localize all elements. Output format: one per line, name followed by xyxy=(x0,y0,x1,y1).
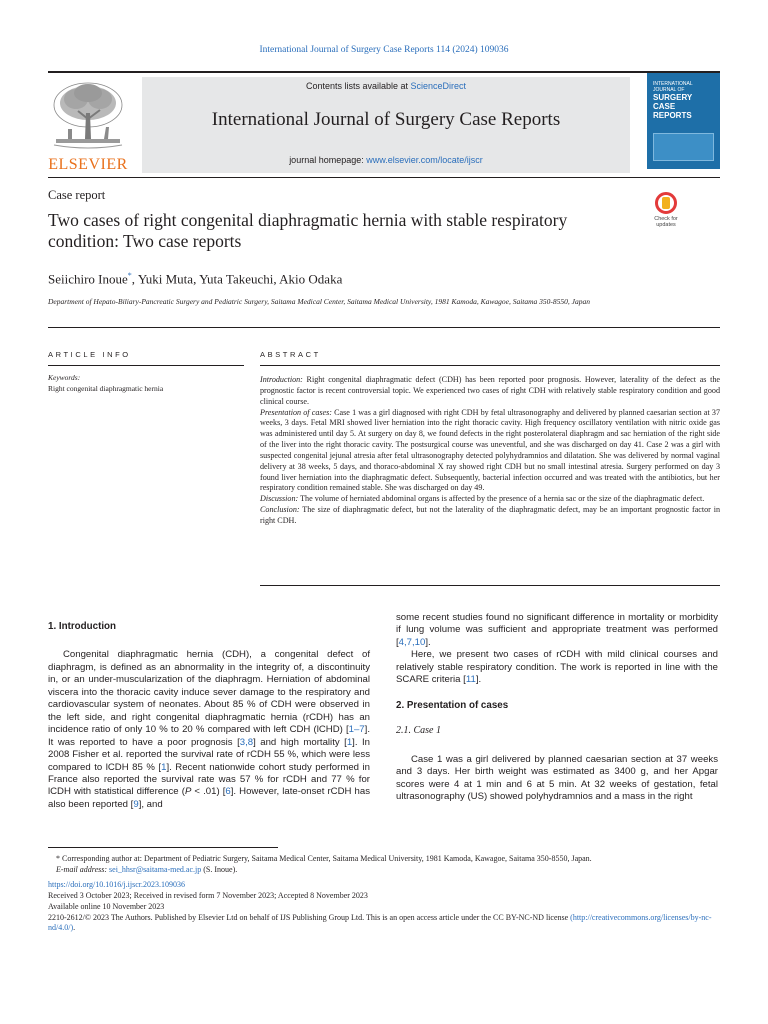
article-info-heading: ARTICLE INFO xyxy=(48,350,131,359)
email-link[interactable]: sei_hhsr@saitama-med.ac.jp xyxy=(109,864,202,874)
contents-prefix: Contents lists available at xyxy=(305,81,411,91)
abstract-discussion xyxy=(260,494,720,505)
ref-link-11[interactable]: 11 xyxy=(465,674,476,686)
abstract-body xyxy=(260,375,720,527)
publisher-wordmark: ELSEVIER xyxy=(48,156,128,173)
check-updates-label: Check for updates xyxy=(654,216,678,228)
info-rule xyxy=(48,365,244,366)
license-text xyxy=(48,913,720,934)
cover-line-3: CASE xyxy=(653,102,676,111)
abstract-introduction xyxy=(260,375,720,408)
cases-heading: 2. Presentation of cases xyxy=(396,699,509,711)
abstract-conclusion-label: Conclusion: xyxy=(260,505,300,515)
corresponding-footnote: * Corresponding author at: Department of Pediatric Surgery, Saitama Medical Center, Saitama Medical University, 1981 Kamoda, Kawagoe, Saitama 350-8550, Japan. xyxy=(56,854,592,863)
license-end: . xyxy=(73,923,76,933)
masthead-bottom-rule xyxy=(48,177,720,178)
corresponding-author-mark[interactable]: * xyxy=(127,271,132,280)
homepage-link[interactable]: www.elsevier.com/locate/ijscr xyxy=(366,155,483,165)
ref-link-3-8[interactable]: 3,8 xyxy=(239,736,254,748)
cover-text xyxy=(653,81,714,120)
case1-heading: 2.1. Case 1 xyxy=(396,725,441,737)
abstract-bottom-rule xyxy=(260,585,720,586)
cover-line-4: REPORTS xyxy=(653,111,692,120)
author-others: , Yuki Muta, Yuta Takeuchi, Akio Odaka xyxy=(131,271,343,287)
introduction-paragraph xyxy=(48,649,370,811)
keywords-block xyxy=(48,373,244,394)
abstract-intro-text: Right congenital diaphragmatic defect (CDH) has been reported poor prognosis. However, laterality of the defect as the prognostic factor is recent controversial topic. We experienced two cases of right CDH with relatively stable respiratory condition and good clinical course. xyxy=(260,375,720,406)
elsevier-tree-icon xyxy=(48,77,128,155)
author-list xyxy=(48,271,342,287)
intro-text-8: ], and xyxy=(138,798,163,810)
right-text-2: ]. xyxy=(425,636,431,648)
email-label: E-mail address: xyxy=(56,864,108,874)
abstract-discussion-label: Discussion: xyxy=(260,494,299,504)
ref-link-1-7[interactable]: 1–7 xyxy=(348,724,365,736)
intro-text-5: ]. Recent nationwide cohort study performed in France also reported the survival rate was 57 % for rCDH and 77 % for lCDH with statistical difference ( xyxy=(48,761,370,798)
case1-paragraph: Case 1 was a girl delivered by planned caesarian section at 37 weeks and 3 days. Her birth weight was estimated as 3400 g, and her Apgar scores were 4 at 1 min and 6 at 5 min. At 32 weeks of gestation, fetal ultrasonography (US) showed polyhydramnios and a mass in the right xyxy=(396,753,718,802)
intro-text-4: ]. In 2008 Fisher et al. reported the survival rate of rCDH 55 %, which were less compared to lCDH 85 % [ xyxy=(48,736,371,773)
article-title: Two cases of right congenital diaphragmatic hernia with stable respiratory condition: Two case reports xyxy=(48,210,568,251)
scare-paragraph xyxy=(396,649,718,686)
divider-rule xyxy=(48,327,720,328)
author-inoue[interactable]: Seiichiro Inoue xyxy=(48,271,128,287)
ref-link-6[interactable]: 6 xyxy=(225,786,231,798)
abstract-heading: ABSTRACT xyxy=(260,350,321,359)
masthead xyxy=(48,71,720,174)
p-value-symbol: P xyxy=(184,786,192,798)
right-text-3: Here, we present two cases of rCDH with mild clinical courses and relatively stable respiratory condition. The work is reported in line with the SCARE criteria [ xyxy=(396,649,718,686)
check-updates-icon xyxy=(655,192,677,214)
received-dates: Received 3 October 2023; Received in revised form 7 November 2023; Accepted 8 November 2023 xyxy=(48,891,368,901)
body-column-left xyxy=(48,621,370,811)
email-suffix: (S. Inoue). xyxy=(201,864,238,874)
abstract-presentation xyxy=(260,408,720,495)
abstract-cases-label: Presentation of cases: xyxy=(260,407,332,417)
article-type: Case report xyxy=(48,188,106,202)
homepage-prefix: journal homepage: xyxy=(289,155,367,165)
abstract-cases-text: Case 1 was a girl diagnosed with right CDH by fetal ultrasonography and delivered by planned caesarian section at 37 weeks, 3 days. Fetal MRI showed liver herniation into the right thoracic cavity. High frequency oscillatory ventilation with nitric oxide gas was administered until day 5. At surgery on day 8, we found defects in the right posterolateral diaphragm and sac herniation of the right side of the liver into the right thoracic cavity. The postsurgical course was uneventful, and she was discharged on day 41. Case 2 was a girl with suspected congenital jejunal atresia after fetal ultrasonography detected polyhydramnios and dilatation. She was delivered by normal vaginal delivery at 38 weeks, 5 days, and thoraco-abdominal X ray showed right CDH but no small intestinal atresia. Surgery performed on day 3 found liver herniation into the diaphragmatic defect. Subsequently, bacterial infection occurred and was treated with the antibiotics, but her respiratory condition remained stable. She was discharged on day 49. xyxy=(260,407,721,493)
intro-text-6: < .01) [ xyxy=(191,786,226,798)
abstract-conclusion-text: The size of diaphragmatic defect, but not the laterality of the diaphragmatic defect, may be an important prognostic factor in right CDH. xyxy=(260,505,720,525)
right-text-4: ]. xyxy=(475,674,482,686)
ref-link-1[interactable]: 1 xyxy=(346,736,353,748)
journal-title: International Journal of Surgery Case Reports xyxy=(211,109,561,130)
contents-line xyxy=(142,81,630,91)
sciencedirect-link[interactable]: ScienceDirect xyxy=(410,81,467,91)
abstract-intro-label: Introduction: xyxy=(260,375,303,384)
license-statement: 2210-2612/© 2023 The Authors. Published by Elsevier Ltd on behalf of IJS Publishing Group Ltd. This is an open access article under the CC BY-NC-ND license xyxy=(48,912,569,922)
intro-text-2: ]. It was reported to have a poor prognosis [ xyxy=(48,724,370,748)
available-online: Available online 10 November 2023 xyxy=(48,901,165,911)
email-footnote xyxy=(48,865,720,876)
abstract-conclusion xyxy=(260,505,720,527)
journal-banner xyxy=(142,77,630,173)
abstract-discussion-text: The volume of herniated abdominal organs is affected by the presence of a hernia sac or the size of the diaphragmatic defect. xyxy=(298,494,705,504)
intro-text-1: Congenital diaphragmatic hernia (CDH), a congenital defect of diaphragm, is defined as an abnormality in the integrity of, a discontinuity in, or an under-muscularization of the diaphragm. Herniation of abdominal viscera into the thoracic cavity induce sever damage to the respiratory and cardiovascular system of neonates. About 85 % of CDH were observed in the left side, and right congenital diaphragmatic hernia (rCDH) has an incidence ratio of only 10 % to 20 % compared with left CDH (lCHD) [ xyxy=(48,649,370,736)
abstract-rule xyxy=(260,365,720,366)
keyword-item: Right congenital diaphragmatic hernia xyxy=(48,383,164,393)
journal-cover-image[interactable] xyxy=(647,73,720,169)
introduction-continued xyxy=(396,612,718,649)
cover-line-2: SURGERY xyxy=(653,93,693,102)
check-for-updates-button[interactable] xyxy=(648,192,684,232)
affiliation: Department of Hepato-Biliary-Pancreatic Surgery and Pediatric Surgery, Saitama Medical Center, Saitama Medical University, 1981 Kamoda, Kawagoe, Saitama 350-8550, Japan xyxy=(48,297,591,306)
body-column-right xyxy=(396,612,718,803)
introduction-heading: 1. Introduction xyxy=(48,621,117,632)
cover-graphic xyxy=(653,133,714,161)
homepage-line xyxy=(142,155,630,165)
journal-citation-line[interactable]: International Journal of Surgery Case Reports 114 (2024) 109036 xyxy=(259,45,509,55)
cover-line-1: INTERNATIONAL JOURNAL OF xyxy=(653,81,693,93)
license-link[interactable]: (http://creativecommons.org/licenses/by-nc-nd/4.0/) xyxy=(48,912,712,933)
ref-link-1b[interactable]: 1 xyxy=(161,761,167,773)
right-text-1: some recent studies found no significant difference in mortality or morbidity if lung volume was sufficient and appropriate treatment was performed [ xyxy=(396,612,718,648)
footnote-rule xyxy=(48,847,278,848)
intro-text-3: ] and high mortality [ xyxy=(253,736,347,748)
footer-block xyxy=(48,854,720,934)
ref-link-4-7-10[interactable]: 4,7,10 xyxy=(398,636,426,648)
elsevier-logo[interactable] xyxy=(48,77,128,173)
ref-link-9[interactable]: 9 xyxy=(133,798,139,810)
intro-text-7: ]. However, late-onset rCDH has also been reported [ xyxy=(48,786,370,810)
keywords-label: Keywords: xyxy=(48,373,81,382)
doi-link[interactable]: https://doi.org/10.1016/j.ijscr.2023.109036 xyxy=(48,880,185,890)
